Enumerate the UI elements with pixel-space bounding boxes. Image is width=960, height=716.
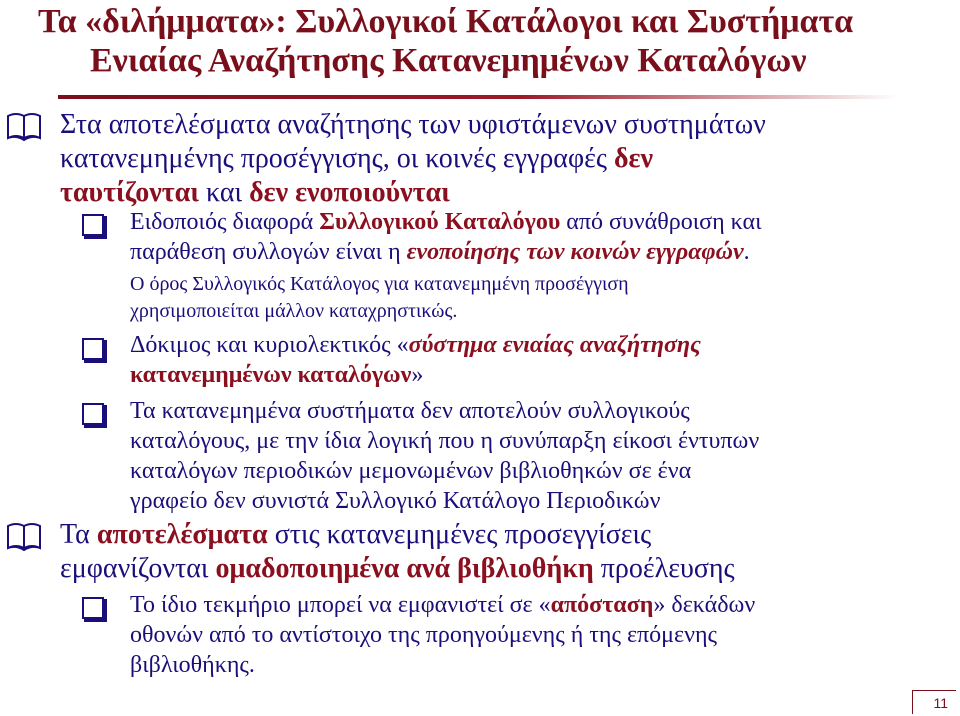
page-number: 11	[933, 695, 948, 711]
bullet-line: κατανεμημένων καταλόγων»	[130, 362, 424, 388]
bullet-search-results	[60, 108, 920, 210]
subbullet-proper-term	[130, 330, 930, 390]
bullet-line: Στα αποτελέσματα αναζήτησης των υφιστάμενων συστημάτων	[60, 109, 766, 140]
slide-title-line-1: Τα «διλήμματα»: Συλλογικοί Κατάλογοι και Συστήματα	[38, 3, 854, 40]
bullet-line: οθονών από το αντίστοιχο της προηγούμενης ή της επόμενης	[130, 622, 718, 648]
bullet-line: κατανεμημένης προσέγγισης, οι κοινές εγγραφές δεν	[60, 143, 653, 174]
checkbox-icon	[82, 338, 104, 360]
subbullet-note	[130, 271, 930, 325]
bullet-line: εμφανίζονται ομαδοποιημένα ανά βιβλιοθήκη προέλευσης	[60, 553, 735, 584]
bullet-line: Τα κατανεμημένα συστήματα δεν αποτελούν συλλογικούς	[130, 398, 690, 424]
slide-title	[38, 2, 938, 80]
checkbox-icon	[82, 597, 104, 619]
note-line: Ο όρος Συλλογικός Κατάλογος για κατανεμημένη προσέγγιση	[130, 273, 629, 295]
title-divider	[58, 95, 898, 99]
bullet-line: βιβλιοθήκης.	[130, 652, 255, 678]
checkbox-icon	[82, 214, 104, 236]
page-number-box	[912, 690, 956, 714]
subbullet-same-item-distance	[130, 590, 930, 680]
book-icon	[6, 110, 42, 142]
bullet-line: Το ίδιο τεκμήριο μπορεί να εμφανιστεί σε «απόσταση» δεκάδων	[130, 592, 756, 618]
bullet-grouped-results	[60, 518, 920, 586]
bullet-line: Δόκιμος και κυριολεκτικός «σύστημα ενιαίας αναζήτησης	[130, 332, 701, 358]
book-icon	[6, 520, 42, 552]
subbullet-distributed-systems	[130, 396, 930, 516]
bullet-line: ταυτίζονται και δεν ενοποιούνται	[60, 177, 450, 208]
slide-title-line-2: Ενιαίας Αναζήτησης Κατανεμημένων Καταλόγων	[90, 42, 807, 79]
checkbox-icon	[82, 403, 104, 425]
bullet-line: καταλόγους, με την ίδια λογική που η συνύπαρξη είκοσι έντυπων	[130, 428, 760, 454]
bullet-line: Τα αποτελέσματα στις κατανεμημένες προσεγγίσεις	[60, 519, 652, 550]
note-line: χρησιμοποιείται μάλλον καταχρηστικώς.	[130, 300, 458, 322]
bullet-line: γραφείο δεν συνιστά Συλλογικό Κατάλογο Περιοδικών	[130, 488, 661, 514]
bullet-line: παράθεση συλλογών είναι η ενοποίησης των κοινών εγγραφών.	[130, 239, 750, 265]
bullet-line: καταλόγων περιοδικών μεμονωμένων βιβλιοθηκών σε ένα	[130, 458, 692, 484]
subbullet-distinguishing-difference	[130, 207, 930, 267]
bullet-line: Ειδοποιός διαφορά Συλλογικού Καταλόγου από συνάθροιση και	[130, 209, 762, 235]
